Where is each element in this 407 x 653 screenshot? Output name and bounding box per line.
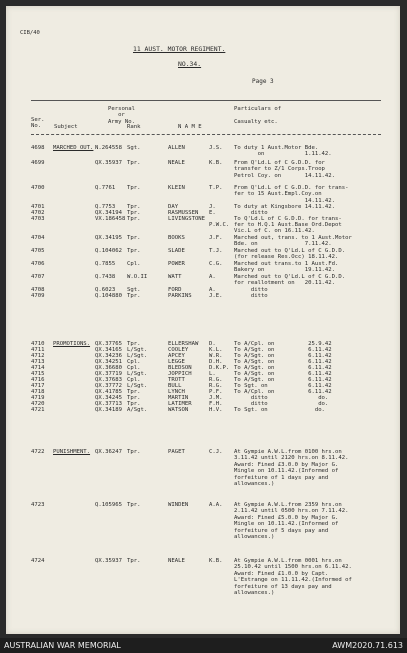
entry-init: D. [209, 341, 216, 347]
entry-text: To A/Sgt. on 6.11.42 [234, 353, 332, 359]
entry-name: NEALE [168, 558, 185, 564]
entry-rank: Tpr. [127, 185, 141, 191]
entry-no: 4699 [31, 160, 45, 166]
entry-rank: L/Sgt. [127, 353, 148, 359]
entry-name: ALLEN [168, 145, 185, 151]
entry-armyno: Q.7438 [95, 274, 116, 280]
entry-init: T.J. [209, 248, 223, 254]
entry-armyno: QX.35937 [95, 160, 122, 166]
entry-init: R.G. [209, 377, 223, 383]
entry-no: 4715 [31, 371, 45, 377]
entry-rank: Tpr. [127, 558, 141, 564]
entry-text: ditto do. [234, 395, 329, 401]
document-reference: CIB/40 [20, 30, 40, 36]
entry-text: To A/Sgt. on 6.11.42 [234, 371, 332, 377]
entry-rank: Tpr. [127, 395, 141, 401]
entry-no: 4713 [31, 359, 45, 365]
entry-text: ditto [234, 293, 268, 299]
entry-init: P.W.C. [209, 222, 230, 228]
entry-name: WATT [168, 274, 182, 280]
entry-rank: Tpr. [127, 293, 141, 299]
entry-armyno: Q.104062 [95, 248, 122, 254]
entry-text: ditto [234, 287, 268, 293]
entry-text: To duty 1 Aust.Motor Bde. on 1.11.42. [234, 145, 332, 158]
order-number: NO.34. [178, 60, 202, 68]
entry-no: 4714 [31, 365, 45, 371]
entry-name: FORD [168, 287, 182, 293]
entry-name: BOOKS [168, 235, 185, 241]
entry-init: L. [209, 371, 216, 377]
header-subject: Subject [54, 124, 78, 130]
entry-rank: A/Sgt. [127, 407, 148, 413]
entry-rank: Cpl. [127, 377, 141, 383]
header-ser-no: Ser. No. [31, 117, 45, 130]
entry-no: 4711 [31, 347, 45, 353]
entry-text: At Gympie A.W.L.from 2359 hrs.on 2.11.42 until 0500 hrs.on 7.11.42. Award: Fined £5.0.0 by Major G. Mingle on 10.11.42.(Informed of forfeiture of 5 days pay and allowances.) [234, 502, 349, 541]
entry-init: K.L. [209, 347, 223, 353]
entry-rank: Sgt. [127, 145, 141, 151]
entry-no: 4704 [31, 235, 45, 241]
entry-no: 4719 [31, 395, 45, 401]
entry-name: POWER [168, 261, 185, 267]
entry-init: A.A. [209, 502, 223, 508]
entry-name: COOLEY [168, 347, 189, 353]
archive-name: AUSTRALIAN WAR MEMORIAL [4, 641, 121, 650]
entry-text: From Q'Ld.L of C G.D.D. for trans- fer to 15 Aust.Empl.Coy.on 14.11.42. [234, 185, 349, 204]
entry-rank: Tpr. [127, 210, 141, 216]
entry-text: From Q'Ld.L of C G.D.D. for transfer to Z/1 Corps.Troop Petrol Coy. on 14.11.42. [234, 160, 336, 179]
header-army-no: Personal or Army No. [108, 106, 135, 125]
entry-armyno: N.264558 [95, 145, 122, 151]
entry-armyno: QX.37683 [95, 377, 122, 383]
entry-rank: L/Sgt. [127, 347, 148, 353]
entry-init: J. [209, 204, 216, 210]
entry-no: 4702 [31, 210, 45, 216]
entry-text: To A/Sgt. on 6.11.42 [234, 347, 332, 353]
entry-init: A. [209, 274, 216, 280]
entry-init: J.E. [209, 293, 223, 299]
header-particulars: Particulars of Casualty etc. [234, 106, 282, 125]
entry-init: F.H. [209, 401, 223, 407]
entry-no: 4721 [31, 407, 45, 413]
entry-armyno: QX.35937 [95, 558, 122, 564]
entry-no: 4718 [31, 389, 45, 395]
header-rule-bottom [31, 134, 381, 135]
entry-armyno: QX.36680 [95, 365, 122, 371]
entry-no: 4708 [31, 287, 45, 293]
entry-rank: Tpr. [127, 341, 141, 347]
entry-armyno: Q.105965 [95, 502, 122, 508]
entry-text: To A/Sgt. on 6.11.42 [234, 377, 332, 383]
entry-name: KLEIN [168, 185, 185, 191]
entry-init: R.G. [209, 383, 223, 389]
entry-text: To Sgt. on 6.11.42 [234, 383, 332, 389]
entry-init: E. [209, 210, 216, 216]
entry-armyno: QX.34165 [95, 347, 122, 353]
entry-rank: Cpl. [127, 359, 141, 365]
entry-armyno: QX.34195 [95, 235, 122, 241]
entry-armyno: QX.36247 [95, 449, 122, 455]
entry-init: P.F. [209, 389, 223, 395]
entry-rank: Sgt. [127, 287, 141, 293]
entry-text: Marched out to Q'Ld.L of C G.D.D. for reallotment on 20.11.42. [234, 274, 346, 287]
entry-no: 4717 [31, 383, 45, 389]
entry-rank: Tpr. [127, 160, 141, 166]
entry-name: BULL [168, 383, 182, 389]
archive-reference: AWM2020.71.613 [332, 641, 403, 650]
entry-armyno: Q.7761 [95, 185, 116, 191]
entry-rank: Cpl. [127, 365, 141, 371]
entry-no: 4720 [31, 401, 45, 407]
entry-name: WINDEN [168, 502, 189, 508]
entry-no: 4723 [31, 502, 45, 508]
entry-subject: PUNISHMENT. [53, 449, 91, 455]
entry-name: LATIMER [168, 401, 192, 407]
entry-rank: Tpr. [127, 401, 141, 407]
entry-name: DAY [168, 204, 179, 210]
entry-no: 4712 [31, 353, 45, 359]
entry-text: Marched out, trans. to 1 Aust.Motor Bde. on 7.11.42. [234, 235, 352, 248]
entry-armyno: QX.34245 [95, 395, 122, 401]
entry-init: H.V. [209, 407, 223, 413]
entry-armyno: QX.34251 [95, 359, 122, 365]
entry-name: RASMUSSEN [168, 210, 199, 216]
archive-footer [0, 638, 407, 653]
header-rank: Rank [127, 124, 141, 130]
entry-rank: Tpr. [127, 502, 141, 508]
entry-no: 4722 [31, 449, 45, 455]
entry-name: SLADE [168, 248, 185, 254]
entry-init: D.H. [209, 359, 223, 365]
entry-armyno: Q.7753 [95, 204, 116, 210]
entry-name: JOPPICH [168, 371, 192, 377]
entry-rank: L/Sgt. [127, 371, 148, 377]
entry-text: To Sgt. on do. [234, 407, 325, 413]
entry-armyno: VX.186458 [95, 216, 126, 222]
entry-text: To Q'Ld.L of C G.D.D. for trans- [234, 216, 342, 222]
entry-armyno: QX.34194 [95, 210, 122, 216]
entry-init: J.M. [209, 395, 223, 401]
header-name: N A M E [178, 124, 202, 130]
entry-rank: Tpr. [127, 235, 141, 241]
entry-init: C.J. [209, 449, 223, 455]
entry-name: LEGGE [168, 359, 185, 365]
entry-no: 4698 [31, 145, 45, 151]
entry-armyno: QX.37719 [95, 371, 122, 377]
entry-init: A. [209, 287, 216, 293]
entry-no: 4706 [31, 261, 45, 267]
entry-rank: Cpl. [127, 261, 141, 267]
entry-rank: Tpr. [127, 248, 141, 254]
entry-name: LIVINGSTONE [168, 216, 206, 222]
entry-rank: Tpr. [127, 389, 141, 395]
entry-rank: Tpr. [127, 449, 141, 455]
entry-no: 4705 [31, 248, 45, 254]
entry-name: ELLERSHAW [168, 341, 199, 347]
entry-name: LYNCH [168, 389, 185, 395]
entry-name: PAGET [168, 449, 185, 455]
entry-armyno: QX.34236 [95, 353, 122, 359]
entry-no: 4724 [31, 558, 45, 564]
entry-text: fer to H.Q.1 Aust.Base Ord.Depot Vic.L of C. on 16.11.42. [234, 222, 342, 235]
entry-init: T.P. [209, 185, 223, 191]
entry-text: To A/Cpl. on 25.9.42 [234, 341, 332, 347]
page-number: Page 3 [252, 78, 274, 85]
entry-rank: Tpr. [127, 216, 141, 222]
entry-armyno: QX.37713 [95, 401, 122, 407]
entry-text: Marched out trans.to 1 Aust.Fd. Bakery on 19.11.42. [234, 261, 339, 274]
entry-no: 4716 [31, 377, 45, 383]
entry-name: PARKINS [168, 293, 192, 299]
entry-rank: W.O.II [127, 274, 148, 280]
entry-init: W.R. [209, 353, 223, 359]
entry-init: K.B. [209, 558, 223, 564]
entry-text: To A/Sgt. on 6.11.42 [234, 365, 332, 371]
entry-text: To A/Cpl. on 6.11.42 [234, 389, 332, 395]
entry-armyno: QX.34189 [95, 407, 122, 413]
entry-name: APCEY [168, 353, 185, 359]
entry-text: To duty at Kingsbore 14.11.42. [234, 204, 336, 210]
entry-init: K.B. [209, 160, 223, 166]
entry-no: 4710 [31, 341, 45, 347]
entry-text: ditto do. [234, 401, 329, 407]
entry-subject: MARCHED OUT. [53, 145, 94, 151]
entry-armyno: QX.37765 [95, 341, 122, 347]
entry-name: BLEDSON [168, 365, 192, 371]
header-rule-top [31, 100, 381, 101]
entry-no: 4707 [31, 274, 45, 280]
entry-name: WATSON [168, 407, 189, 413]
entry-text: Marched out to Q'Ld.L of C G.D.D. (for release Res.Occ) 18.11.42. [234, 248, 346, 261]
entry-armyno: Q.6023 [95, 287, 116, 293]
unit-title: 11 AUST. MOTOR REGIMENT. [133, 45, 226, 53]
entry-init: J.S. [209, 145, 223, 151]
entry-armyno: Q.104880 [95, 293, 122, 299]
entry-armyno: Q.7855 [95, 261, 116, 267]
entry-no: 4709 [31, 293, 45, 299]
entry-rank: L/Sgt. [127, 383, 148, 389]
entry-text: At Gympie A.W.L.from 0001 hrs.on 25.10.42 until 1500 hrs.on 6.11.42. Award: Fined £1.0.0 by Capt. L'Estrange on 11.11.42.(Informed of forfeiture of 13 days pay and allowances.) [234, 558, 352, 597]
entry-name: TROTT [168, 377, 185, 383]
entry-armyno: QX.37772 [95, 383, 122, 389]
entry-text: To A/Sgt. on 6.11.42 [234, 359, 332, 365]
entry-init: D.K.P. [209, 365, 230, 371]
entry-text: At Gympie A.W.L.from 0100 hrs.on 3.11.42 until 2120 hrs.on 8.11.42. Award: Fined £3.0.0 by Major G. Mingle on 10.11.42.(Informed of forfeiture of 1 days pay and allowances.) [234, 449, 349, 488]
entry-armyno: QX.41785 [95, 389, 122, 395]
entry-no: 4701 [31, 204, 45, 210]
entry-no: 4700 [31, 185, 45, 191]
document-page [6, 6, 400, 634]
entry-text: ditto [234, 210, 268, 216]
entry-init: J.F. [209, 235, 223, 241]
entry-name: NEALE [168, 160, 185, 166]
entry-init: C.G. [209, 261, 223, 267]
entry-no: 4703 [31, 216, 45, 222]
entry-subject: PROMOTIONS. [53, 341, 91, 347]
entry-rank: Tpr. [127, 204, 141, 210]
entry-name: MARTIN [168, 395, 189, 401]
